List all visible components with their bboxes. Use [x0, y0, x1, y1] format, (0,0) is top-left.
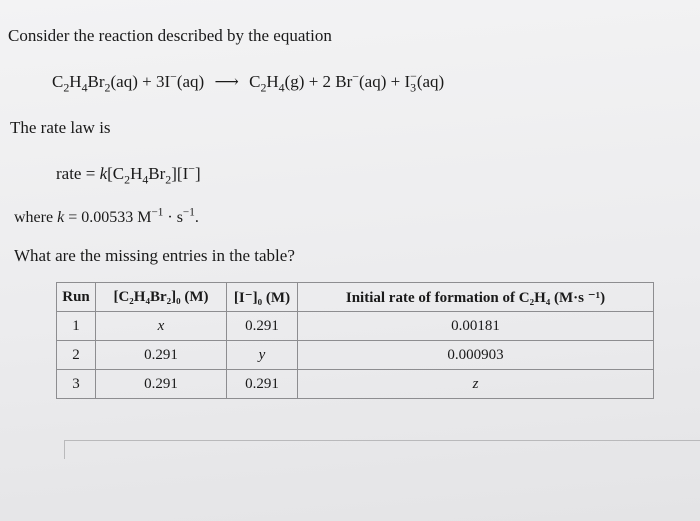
rate-law-intro: The rate law is: [10, 118, 111, 137]
rate-sub: 4: [142, 172, 149, 187]
cell-rate: z: [298, 370, 654, 399]
eq-sub: 2: [104, 80, 111, 95]
table-row: [57, 370, 654, 399]
rate-br: [C: [107, 164, 125, 183]
answer-input-area[interactable]: [64, 440, 700, 459]
cell-i: 0.291: [227, 370, 298, 399]
rate-law: [56, 161, 201, 187]
cell-run: 1: [57, 312, 96, 341]
header-initial-rate: Initial rate of formation of C₂H₄ (M·s ⁻¹): [298, 283, 654, 312]
eq-charge: −: [410, 69, 417, 84]
header-i-concentration: [I⁻]₀ (M): [227, 283, 298, 312]
header-br-concentration: [C₂H₄Br₂]₀ (M): [96, 283, 227, 312]
rate-lhs: rate =: [56, 164, 100, 183]
eq-p1: C: [249, 72, 261, 91]
rate-sub: 2: [165, 172, 172, 187]
where-exp: −1: [151, 206, 164, 219]
eq-charge: −: [170, 69, 177, 84]
eq-c: C: [52, 72, 64, 91]
cell-rate: 0.000903: [298, 341, 654, 370]
eq-bromide: Br: [335, 72, 353, 91]
reaction-arrow-icon: ⟶: [214, 72, 239, 91]
cell-br: x: [96, 312, 227, 341]
rate-charge: −: [188, 161, 195, 176]
cell-i: y: [227, 341, 298, 370]
eq-sub: 2: [260, 80, 267, 95]
eq-iodide: I: [164, 72, 171, 91]
eq-state: (aq): [416, 72, 445, 91]
question-text: What are the missing entries in the table?: [14, 246, 295, 265]
header-run: Run: [57, 283, 96, 312]
where-k: k: [57, 209, 65, 226]
eq-state: (g) + 2: [284, 72, 332, 91]
where-end: .: [194, 209, 199, 226]
table-row: [57, 341, 654, 370]
cell-run: 3: [57, 370, 96, 399]
eq-charge: −: [352, 69, 360, 84]
eq-sub: 4: [278, 80, 285, 95]
eq-h: H: [69, 72, 82, 91]
eq-sub: 2: [63, 80, 70, 95]
eq-sub: 4: [81, 80, 88, 95]
rate-br: ][I: [171, 164, 189, 183]
eq-state: (aq) + I: [359, 72, 411, 91]
intro-text: Consider the reaction described by the equation: [8, 26, 332, 45]
cell-br: 0.291: [96, 370, 227, 399]
where-exp: −1: [182, 206, 195, 219]
cell-i: 0.291: [227, 312, 298, 341]
rate-data-table: [56, 282, 654, 399]
where-dot: · s: [163, 209, 183, 226]
where-prefix: where: [14, 209, 58, 226]
rate-h: H: [130, 164, 143, 183]
rate-bromine: Br: [148, 164, 166, 183]
eq-br: Br: [87, 72, 105, 91]
where-value: = 0.00533 M: [64, 209, 152, 226]
table-header-row: [57, 283, 654, 312]
eq-h: H: [266, 72, 279, 91]
eq-sub: 3: [410, 80, 417, 95]
cell-br: 0.291: [96, 341, 227, 370]
rate-end: ]: [194, 164, 201, 183]
cell-rate: 0.00181: [298, 312, 654, 341]
table-row: [57, 312, 654, 341]
eq-state: (aq) + 3: [110, 72, 165, 91]
cell-run: 2: [57, 341, 96, 370]
reaction-equation: [52, 69, 445, 95]
rate-k: k: [99, 164, 108, 183]
eq-state: (aq): [176, 72, 205, 91]
rate-constant: [14, 206, 199, 227]
rate-sub: 2: [124, 172, 131, 187]
